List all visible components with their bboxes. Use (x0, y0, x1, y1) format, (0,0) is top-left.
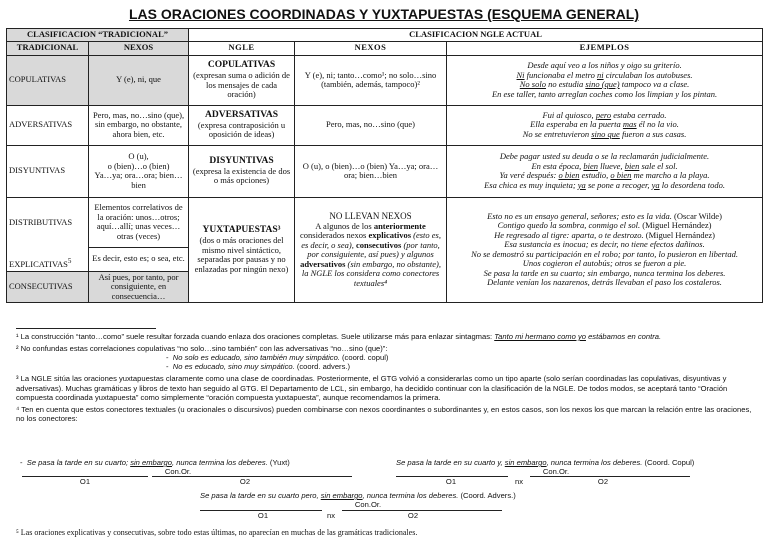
ejemplo: Esa sustancia es inocua; es decir, no tiene efectos dañinos. (504, 239, 705, 250)
conor-label: Con.Or. (354, 500, 382, 509)
ejemplo: Esto no es un ensayo general, señores; esto es la vida. (Oscar Wilde) (487, 210, 722, 221)
ngle-disyuntivas-title: DISYUNTIVAS (209, 156, 274, 167)
no-nexos-title: NO LLEVAN NEXOS (329, 211, 412, 222)
footnote-2-example-b: - No es educado, sino muy simpático. (coord. advers.) (166, 362, 351, 372)
ejemplos-yuxtapuestas (447, 197, 763, 303)
table-row (7, 105, 763, 145)
ejemplos-copulativas (447, 55, 763, 105)
nexos-explicativas: Es decir, esto es; o sea, etc. (89, 247, 189, 271)
ejemplo: No solo no estudia sino (que) tampoco va a clase. (519, 79, 690, 90)
footnote-3: ³ La NGLE sitúa las oraciones yuxtapuestas claramente como una clase de coordinadas. Posteriormente, el GTG volvió a considerarlas como un tipo aparte (solo serían coordinadas las copulativas, disyuntivas y adversativas). Muchas gramáticas y libros de texto han seguido al GTG. El Departamento de LCL, sin embargo, ha decidido continuar con la clasificación de la NGLE. De todos modos, se aceptará tanto “Oración compuesta coordinada yuxtapuesta” como simplemente “oración compuesta yuxtapuesta”, aunque recomendamos la primera. (16, 374, 728, 402)
page-title: LAS ORACIONES COORDINADAS Y YUXTAPUESTAS (ESQUEMA GENERAL) (128, 6, 639, 22)
scheme-table (6, 28, 763, 303)
nx-label: nx (514, 477, 524, 486)
ejemplo: Debe pagar usted su deuda o se la reclamarán judicialmente. (499, 150, 710, 161)
ejemplo: Se pasa la tarde en su cuarto; sin embargo, nunca termina los deberes. (483, 267, 726, 278)
table-row (7, 197, 763, 247)
ngle-yuxtapuestas-title: YUXTAPUESTAS³ (202, 225, 281, 236)
ejemplo: En ese taller, tanto arreglan coches como los limpian y los pintan. (491, 88, 718, 99)
example-advers: Se pasa la tarde en su cuarto pero, sin embargo, nunca termina los deberes. (Coord. Advers.) (200, 491, 516, 500)
ngle-copulativas-desc: (expresan suma o adición de los mensajes de cada oración) (193, 70, 290, 100)
ngle-adversativas-desc: (expresa contraposición u oposición de ideas) (197, 119, 286, 140)
ejemplo: Ya veré después: o bien estudio, o bien me marcho a la playa. (499, 170, 710, 181)
ngle-disyuntivas (189, 145, 295, 197)
ejemplo: En esta época, bien llueve, bien sale el sol. (531, 160, 678, 171)
ejemplo: He regresado al tigre: aparta, o te destrozo. (Miguel Hernández) (494, 229, 715, 240)
o1-label: O1 (445, 477, 457, 486)
nexos-copulativas: Y (e), ni, que (89, 55, 189, 105)
nexos-distributivas: Elementos correlativos de la oración: unos…otros; aquí…allí; unas veces…otras (veces) (89, 197, 189, 247)
ejemplo: Contigo quedo la sombra, conmigo el sol. (Miguel Hernández) (497, 220, 712, 231)
nx-label: nx (326, 511, 336, 520)
ejemplo: Desde aquí veo a los niños y oigo su griterío. (527, 59, 682, 70)
col-ngle-header: NGLE (189, 41, 295, 55)
col-nexos-header: NEXOS (89, 41, 189, 55)
footnote-2: ² No confundas estas correlaciones copulativas “no solo…sino también” con las adversativas “no…sino (que)”: (16, 344, 388, 354)
footnote-1: ¹ La construcción “tanto…como” suele resultar forzada cuando enlaza dos oraciones completas. Suele utilizarse más para enlazar sintagmas: Tanto mi hermano como yo estábamos en contra. (16, 332, 662, 341)
ejemplo: Unos cogieron el autobús; otros se fueron a pie. (522, 258, 687, 269)
o2-label: O2 (407, 511, 419, 520)
o2-label: O2 (597, 477, 609, 486)
trad-distributivas: DISTRIBUTIVAS (7, 197, 89, 247)
o1-label: O1 (257, 511, 269, 520)
ngle-adversativas-title: ADVERSATIVAS (205, 110, 279, 121)
example-yuxt: - Se pasa la tarde en su cuarto; sin embargo, nunca termina los deberes. (Yuxt) (20, 458, 290, 467)
ejemplo: No se demostró su participación en el robo; por tanto, lo pusieron en libertad. (471, 248, 738, 259)
ngle-adversativas (189, 105, 295, 145)
nexos2-adversativas: Pero, mas, no…sino (que) (295, 105, 447, 145)
o2-label: O2 (239, 477, 251, 486)
nexos-adversativas: Pero, mas, no…sino (que), sin embargo, no obstante, ahora bien, etc. (89, 105, 189, 145)
footnote-2-example-a: - No solo es educado, sino también muy simpático. (coord. copul) (166, 353, 389, 363)
ngle-disyuntivas-desc: (expresa la existencia de dos o más opciones) (192, 165, 291, 186)
col-nexos2-header: NEXOS (295, 41, 447, 55)
ejemplos-adversativas (447, 105, 763, 145)
ngle-yuxtapuestas-desc: (dos o más oraciones del mismo nivel sintáctico, separadas por pausas y no enlazadas por ningún nexo) (194, 235, 289, 274)
footnotes (16, 326, 760, 426)
ejemplo: Esa chica es muy inquieta; ya se pone a recoger, ya lo desordena todo. (484, 179, 725, 190)
trad-adversativas: ADVERSATIVAS (7, 105, 89, 145)
ngle-yuxtapuestas (189, 197, 295, 303)
trad-copulativas: COPULATIVAS (7, 55, 89, 105)
nexos2-yuxtapuestas: NO LLEVAN NEXOS A algunos de los anteriormente considerados nexos explicativos (esto es, es decir, o sea), consecutivos (por tanto, por consiguiente, así pues) y algunos adversativos (sin embargo, no obstante), la NGLE los considera como conectores textuales⁴ (295, 197, 447, 303)
footnote-5: ⁵ Las oraciones explicativas y consecutivas, sobre todo estas últimas, no aparecían en muchas de las gramáticas tradicionales. (16, 528, 418, 537)
ngle-copulativas-title: COPULATIVAS (207, 60, 276, 71)
col-ejemplos-header: EJEMPLOS (447, 41, 763, 55)
table-row (7, 145, 763, 197)
trad-disyuntivas: DISYUNTIVAS (7, 145, 89, 197)
ejemplo: Fui al quiosco, pero estaba cerrado. (542, 109, 667, 120)
ejemplo: Delante venían los nazarenos, detrás llevaban el paso los costaleros. (487, 277, 722, 288)
table-row (7, 55, 763, 105)
example-copul: Se pasa la tarde en su cuarto y, sin embargo, nunca termina los deberes. (Coord. Copul) (396, 458, 695, 467)
nexos-consecutivas: Así pues, por tanto, por consiguiente, en consecuencia… (89, 271, 189, 303)
col-trad-header: TRADICIONAL (7, 41, 89, 55)
nexos2-copulativas: Y (e), ni; tanto…como¹; no solo…sino (también, además, tampoco)² (295, 55, 447, 105)
ejemplo: Ni funcionaba el metro ni circulaban los autobuses. (516, 69, 693, 80)
conor-label: Con.Or. (164, 467, 192, 476)
conor-label: Con.Or. (542, 467, 570, 476)
nexos2-disyuntivas: O (u), o (bien)…o (bien) Ya…ya; ora…ora; bien…bien (295, 145, 447, 197)
trad-consecutivas: CONSECUTIVAS (7, 271, 89, 303)
trad-explicativas: EXPLICATIVAS$^5$ (7, 247, 89, 271)
ngle-group-header: CLASIFICACION NGLE ACTUAL (189, 29, 763, 42)
trad-group-header: CLASIFICACION “TRADICIONAL” (7, 29, 189, 42)
ejemplo: Ella esperaba en la puerta mas él no la vio. (530, 119, 679, 130)
o1-label: O1 (79, 477, 91, 486)
ejemplo: No se entretuvieron sino que fueron a sus casas. (522, 128, 687, 139)
ejemplos-disyuntivas (447, 145, 763, 197)
ngle-copulativas (189, 55, 295, 105)
footnote-4: ⁴ Ten en cuenta que estos conectores textuales (u oracionales o discursivos) pueden combinarse con nexos coordinantes o subordinantes y, en estos casos, son los nexos los que marcan la relación entre las oraciones, no los conectores: (16, 404, 752, 423)
nexos-disyuntivas: O (u), o (bien)…o (bien) Ya…ya; ora…ora; bien…bien (89, 145, 189, 197)
